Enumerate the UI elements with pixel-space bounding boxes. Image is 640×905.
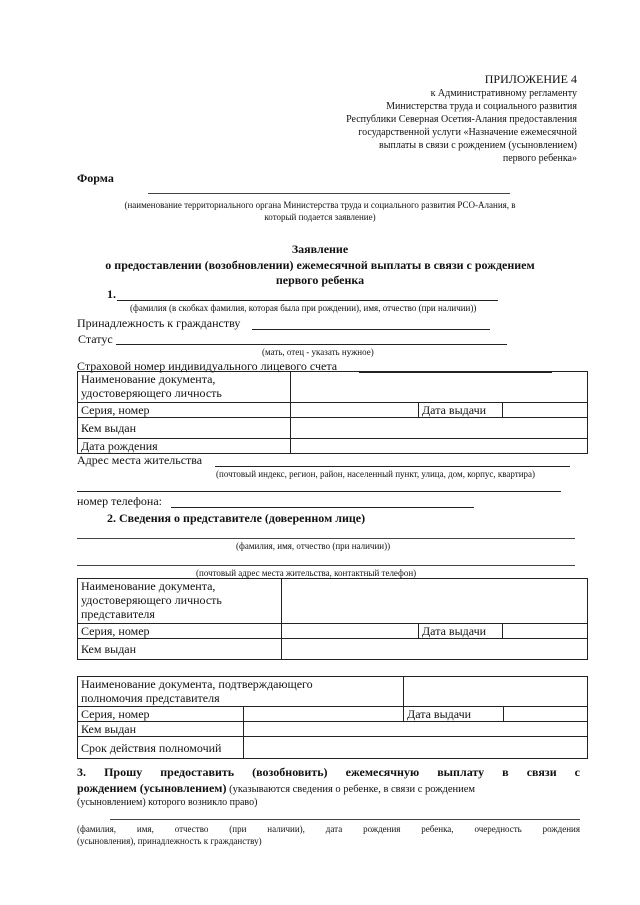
issued-by-label: Кем выдан xyxy=(81,421,137,435)
status-caption: (мать, отец - указать нужное) xyxy=(262,347,374,357)
doc-title: Заявление xyxy=(291,242,349,256)
table-row xyxy=(78,707,588,722)
section-2-heading: 2. Сведения о представителе (доверенном лице) xyxy=(107,511,366,525)
section-3-bold: рождением (усыновлением) xyxy=(77,781,227,795)
section-3-line-3: (усыновлением) которого возникло право) xyxy=(77,797,258,808)
rep-issue-date-label: Дата выдачи xyxy=(422,624,487,638)
id-doc-label: Наименование документа, xyxy=(81,372,216,386)
status-field-line[interactable] xyxy=(116,344,507,345)
status-label: Статус xyxy=(78,332,113,346)
rep-issued-by-label-cell xyxy=(78,639,282,660)
auth-series-label-cell xyxy=(78,707,244,722)
table-row xyxy=(78,639,588,660)
form-label: Форма xyxy=(77,171,114,185)
rep-id-doc-value-cell[interactable] xyxy=(282,579,588,624)
rep-id-doc-label: удостоверяющего личность xyxy=(81,593,222,607)
auth-doc-label-cell xyxy=(78,677,404,707)
validity-value-cell[interactable] xyxy=(244,737,588,759)
doc-title: первого ребенка xyxy=(275,273,365,287)
series-label: Серия, номер xyxy=(81,403,150,417)
applicant-id-table xyxy=(77,371,588,454)
representative-name-caption: (фамилия, имя, отчество (при наличии)) xyxy=(236,541,391,551)
section-3-text: (указываются сведения о ребенке, в связи с рождением xyxy=(226,784,476,795)
issued-by-value-cell[interactable] xyxy=(291,418,588,439)
representative-name-field-line[interactable] xyxy=(77,538,575,539)
appendix-line: Министерства труда и социального развития xyxy=(386,101,577,112)
table-row xyxy=(78,403,588,418)
rep-issue-date-value-cell[interactable] xyxy=(503,624,588,639)
auth-issue-date-label: Дата выдачи xyxy=(407,707,472,721)
table-row xyxy=(78,372,588,403)
address-field-line-2[interactable] xyxy=(77,491,561,492)
appendix-line: выплаты в связи с рождением (усыновлением) xyxy=(379,140,577,151)
table-row xyxy=(78,579,588,624)
rep-series-label-cell xyxy=(78,624,282,639)
issue-date-label: Дата выдачи xyxy=(422,403,487,417)
section-3-heading: 3. Прошу предоставить (возобновить) ежемесячную выплату в связи с xyxy=(77,765,580,779)
series-value-cell[interactable] xyxy=(291,403,419,418)
table-row xyxy=(78,737,588,759)
birth-date-label: Дата рождения xyxy=(81,439,158,453)
rep-id-doc-label: представителя xyxy=(81,607,155,621)
snils-label: Страховой номер индивидуального лицевого счета xyxy=(77,359,338,373)
address-field-line[interactable] xyxy=(215,466,570,467)
phone-label: номер телефона: xyxy=(77,494,163,508)
auth-doc-label: Наименование документа, подтверждающего xyxy=(81,677,313,691)
section-3-line-2 xyxy=(77,781,580,797)
issued-by-label-cell xyxy=(78,418,291,439)
auth-issued-by-label-cell xyxy=(78,722,244,737)
validity-label: Срок действия полномочий xyxy=(81,740,222,755)
auth-series-value-cell[interactable] xyxy=(244,707,404,722)
auth-issue-date-label-cell xyxy=(404,707,504,722)
section-1-number: 1. xyxy=(107,287,116,301)
child-info-caption: (фамилия, имя, отчество (при наличии), дата рождения ребенка, очередность рождения xyxy=(77,824,580,834)
table-row xyxy=(78,722,588,737)
org-caption: который подается заявление) xyxy=(264,212,376,222)
appendix-line: к Административному регламенту xyxy=(430,88,577,99)
representative-contact-field-line[interactable] xyxy=(77,565,575,566)
rep-series-label: Серия, номер xyxy=(81,624,150,638)
appendix-title: ПРИЛОЖЕНИЕ 4 xyxy=(484,72,577,86)
table-row xyxy=(78,439,588,454)
appendix-line: первого ребенка» xyxy=(502,153,577,164)
auth-issue-date-value-cell[interactable] xyxy=(504,707,588,722)
auth-doc-value-cell[interactable] xyxy=(404,677,588,707)
auth-issued-by-label: Кем выдан xyxy=(81,722,137,736)
id-doc-label: удостоверяющего личность xyxy=(81,386,222,400)
citizenship-field-line[interactable] xyxy=(252,329,490,330)
doc-title: о предоставлении (возобновлении) ежемесячной выплаты в связи с рождением xyxy=(105,258,535,272)
org-caption: (наименование территориального органа Министерства труда и социального развития РСО-Алания, в xyxy=(124,200,516,210)
issue-date-value-cell[interactable] xyxy=(503,403,588,418)
birth-date-value-cell[interactable] xyxy=(291,439,588,454)
rep-issued-by-label: Кем выдан xyxy=(81,642,137,656)
issue-date-label-cell xyxy=(419,403,503,418)
auth-doc-label: полномочия представителя xyxy=(81,691,220,705)
appendix-line: Республики Северная Осетия-Алания предоставления xyxy=(346,114,577,125)
id-doc-label-cell xyxy=(78,372,291,403)
representative-id-table xyxy=(77,578,588,660)
representative-contact-caption: (почтовый адрес места жительства, контактный телефон) xyxy=(196,568,417,578)
id-doc-value-cell[interactable] xyxy=(291,372,588,403)
address-label: Адрес места жительства xyxy=(77,453,203,467)
rep-id-doc-label-cell xyxy=(78,579,282,624)
birth-date-label-cell xyxy=(78,439,291,454)
table-row xyxy=(78,624,588,639)
auth-series-label: Серия, номер xyxy=(81,707,150,721)
auth-issued-by-value-cell[interactable] xyxy=(244,722,588,737)
rep-id-doc-label: Наименование документа, xyxy=(81,579,216,593)
validity-label-cell xyxy=(78,737,244,759)
child-info-caption: (усыновления), принадлежность к гражданству) xyxy=(77,836,262,846)
table-row xyxy=(78,418,588,439)
series-label-cell xyxy=(78,403,291,418)
citizenship-label: Принадлежность к гражданству xyxy=(77,316,241,330)
rep-series-value-cell[interactable] xyxy=(282,624,419,639)
applicant-name-caption: (фамилия (в скобках фамилия, которая была при рождении), имя, отчество (при наличии)) xyxy=(130,303,477,313)
applicant-name-field-line[interactable] xyxy=(117,300,498,301)
rep-issue-date-label-cell xyxy=(419,624,503,639)
table-row xyxy=(78,677,588,707)
child-info-field-line[interactable] xyxy=(110,819,580,820)
org-name-field-line[interactable] xyxy=(148,193,510,194)
address-caption: (почтовый индекс, регион, район, населенный пункт, улица, дом, корпус, квартира) xyxy=(216,469,536,479)
phone-field-line[interactable] xyxy=(171,507,474,508)
appendix-line: государственной услуги «Назначение ежемесячной xyxy=(358,127,577,138)
rep-issued-by-value-cell[interactable] xyxy=(282,639,588,660)
authority-doc-table xyxy=(77,676,588,759)
